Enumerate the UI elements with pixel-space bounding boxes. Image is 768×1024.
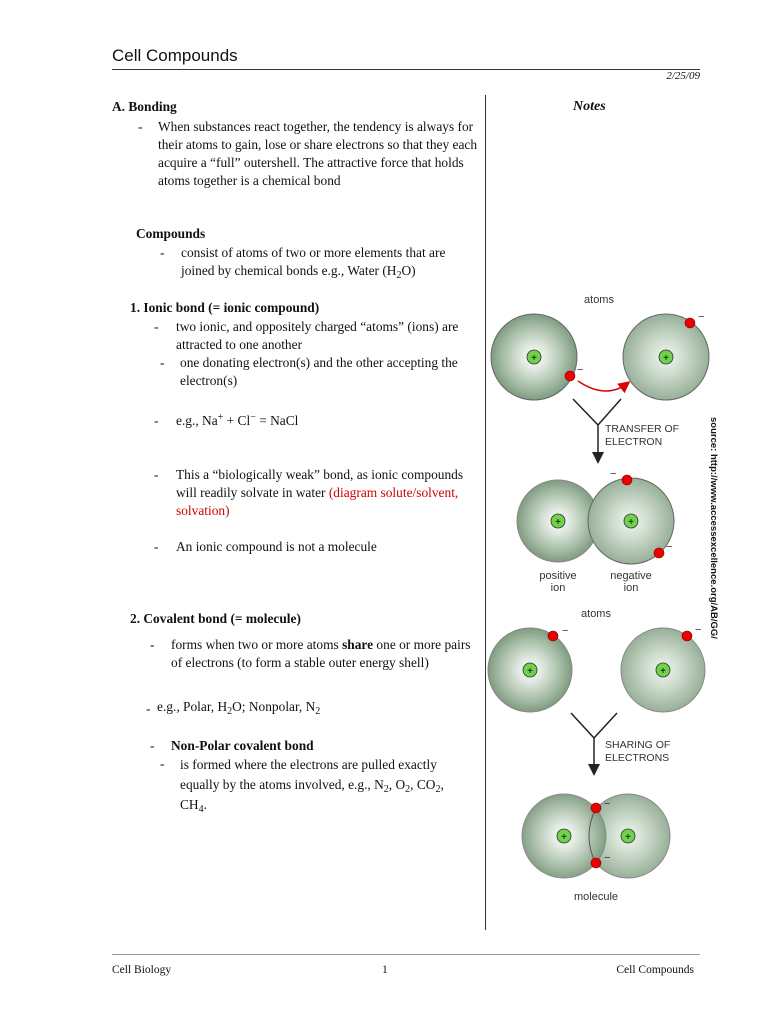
plus-sign: +	[625, 832, 631, 843]
transfer-label-1: TRANSFER OF	[605, 423, 680, 435]
ionic-example	[176, 412, 298, 430]
minus-sign: −	[666, 541, 673, 553]
covalent-atoms-label: atoms	[581, 608, 611, 620]
eg-text: e.g., Polar, H	[157, 699, 228, 714]
compounds-text	[181, 244, 481, 280]
bullet-dash: -	[160, 756, 165, 771]
plus-sign: +	[663, 353, 669, 364]
footer-rule	[112, 954, 700, 955]
ionic-heading: 1. Ionic bond (= ionic compound)	[130, 300, 320, 315]
covalent-bullet-1	[171, 636, 481, 672]
footer-left: Cell Biology	[112, 964, 172, 976]
np-text: , O	[388, 777, 406, 792]
minus-sign: −	[562, 625, 569, 637]
notes-label: Notes	[573, 99, 606, 114]
eg-text: e.g., Na	[176, 413, 218, 428]
negative-ion-label-2: ion	[623, 582, 639, 594]
ionic-bullet-2: one donating electron(s) and the other accepting the electron(s)	[180, 355, 458, 388]
bullet-dash: -	[138, 119, 143, 134]
source-citation: source: http://www.accessexcellence.org/AB/GG/	[708, 417, 719, 639]
eg-text: + Cl	[223, 413, 251, 428]
plus-sign: +	[527, 666, 533, 677]
bullet-dash: -	[154, 467, 159, 482]
superscript: −	[250, 412, 256, 423]
page-title: Cell Compounds	[112, 46, 238, 65]
ionic-bullet-4-red: (diagram solute/solvent, solvation)	[176, 485, 459, 518]
bullet-dash: -	[150, 637, 155, 652]
plus-sign: +	[628, 517, 634, 528]
compounds-text-b: O)	[401, 263, 416, 278]
np-text: , CH	[180, 777, 444, 812]
plus-sign: +	[660, 666, 666, 677]
shared-electron	[591, 858, 601, 868]
np-text: .	[203, 797, 207, 812]
subscript: 2	[383, 784, 389, 795]
page-number: 1	[382, 964, 388, 976]
nonpolar-heading: Non-Polar covalent bond	[171, 738, 314, 753]
minus-sign: −	[604, 798, 611, 810]
electron	[682, 631, 692, 641]
shared-electron	[591, 803, 601, 813]
section-a-heading: A. Bonding	[112, 99, 177, 114]
eg-text: = NaCl	[255, 413, 299, 428]
electron	[685, 318, 695, 328]
covalent-text: one or more pairs of electrons (to form a stable outer energy shell)	[171, 637, 471, 670]
electron	[565, 371, 575, 381]
minus-sign: −	[695, 624, 702, 636]
positive-ion-label-2: ion	[550, 582, 566, 594]
plus-sign: +	[555, 517, 561, 528]
plus-sign: +	[531, 353, 537, 364]
eg-text: O; Nonpolar, N	[232, 699, 316, 714]
bonding-text: When substances react together, the tendency is always for their atoms to gain, lose or share electrons so that they each acquire a “full” outershell. The attractive force that holds atoms together is a chemical bond	[158, 119, 478, 188]
ionic-atoms-label: atoms	[584, 294, 614, 306]
minus-sign: −	[698, 311, 705, 323]
sharing-label-2: ELECTRONS	[605, 752, 670, 764]
electron	[622, 475, 632, 485]
covalent-text: forms when two or more atoms	[171, 637, 343, 652]
bullet-dash: -	[146, 701, 151, 716]
bullet-dash: -	[160, 355, 165, 370]
bonding-diagram	[486, 285, 768, 910]
bullet-dash: -	[154, 319, 159, 334]
molecule-label: molecule	[573, 891, 619, 903]
subscript: 4	[198, 804, 204, 815]
subscript: 2	[435, 784, 441, 795]
transfer-arrow	[578, 381, 628, 391]
subscript: 2	[396, 270, 402, 281]
ionic-bullet-4-text: This a “biologically weak” bond, as ionic compounds will readily solvate in water	[176, 467, 464, 500]
minus-sign: −	[577, 364, 584, 376]
subscript: 2	[315, 706, 321, 717]
subscript: 2	[405, 784, 411, 795]
date: 2/25/09	[666, 70, 700, 82]
sharing-label-1: SHARING OF	[605, 739, 671, 751]
ionic-bullet-4	[176, 466, 482, 520]
superscript: +	[217, 412, 224, 423]
plus-sign: +	[561, 832, 567, 843]
minus-sign: −	[610, 468, 617, 480]
header-rule	[112, 69, 700, 70]
bullet-dash: -	[154, 413, 159, 428]
footer-right: Cell Compounds	[616, 964, 694, 976]
positive-ion-label: positive	[539, 570, 577, 582]
bullet-dash: -	[150, 738, 155, 753]
ionic-bullet-5: An ionic compound is not a molecule	[176, 539, 377, 554]
compounds-text-a: consist of atoms of two or more elements that are joined by chemical bonds e.g., Water (H	[181, 245, 446, 278]
covalent-example	[157, 698, 320, 716]
subscript: 2	[227, 706, 233, 717]
bullet-dash: -	[160, 245, 165, 260]
ionic-bullet-1: two ionic, and oppositely charged “atoms” (ions) are attracted to one another	[176, 319, 459, 352]
negative-ion-label: negative	[610, 570, 652, 582]
nonpolar-text	[180, 755, 470, 815]
share-bold: share	[342, 637, 374, 652]
bonding-paragraph	[158, 118, 482, 190]
compounds-heading: Compounds	[136, 226, 206, 241]
transfer-label-2: ELECTRON	[605, 436, 663, 448]
minus-sign: −	[604, 852, 611, 864]
covalent-heading: 2. Covalent bond (= molecule)	[130, 611, 301, 626]
bullet-dash: -	[154, 539, 159, 554]
np-text: is formed where the electrons are pulled exactly equally by the atoms involved, e.g., N	[180, 757, 437, 792]
np-text: , CO	[410, 777, 436, 792]
electron	[654, 548, 664, 558]
electron	[548, 631, 558, 641]
